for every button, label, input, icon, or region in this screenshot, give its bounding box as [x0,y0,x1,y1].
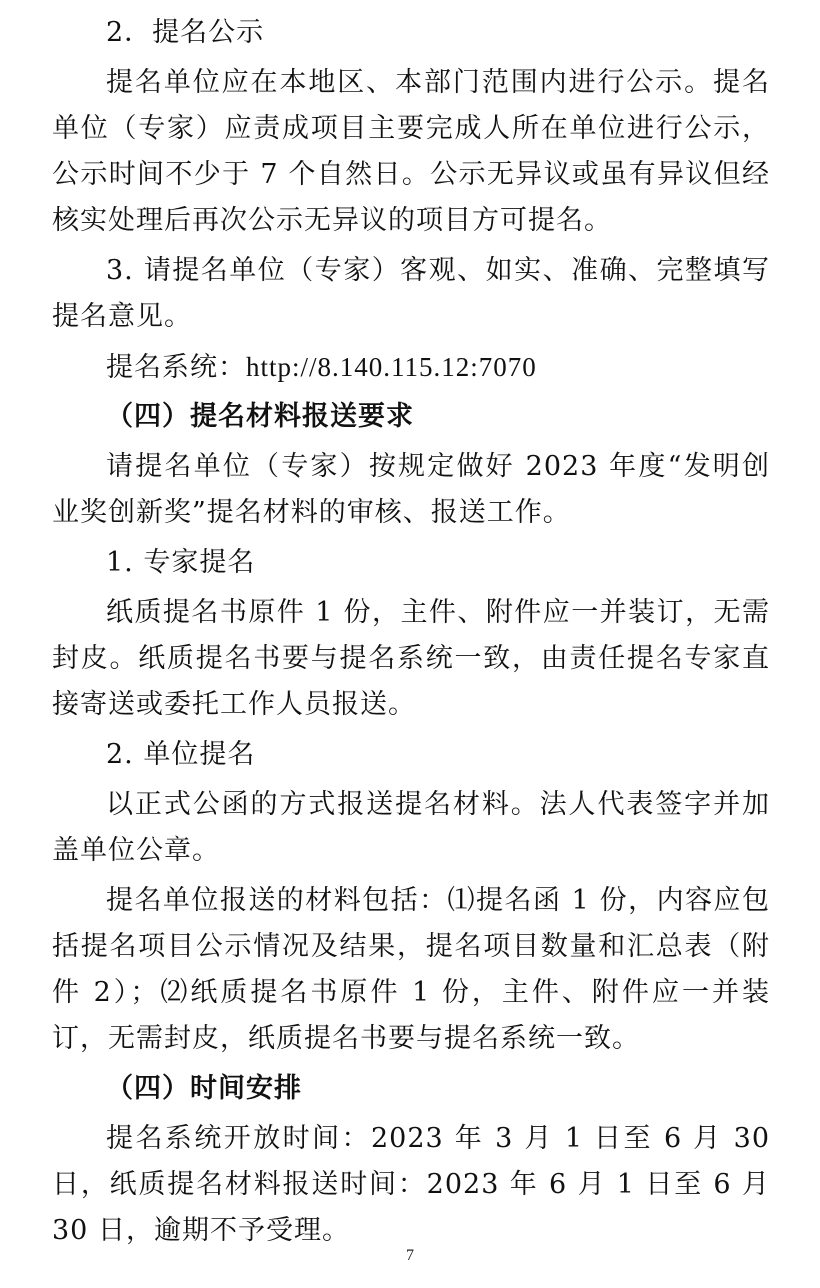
subheading-publicity: 2．提名公示 [106,17,265,48]
paragraph-publicity: 提名单位应在本地区、本部门范围内进行公示。提名单位（专家）应责成项目主要完成人所在单位进行公示，公示时间不少于 7 个自然日。公示无异议或虽有异议但经核实处理后再次公示无异议的项目方可提名。 [52,67,770,236]
subheading-unit-nomination: 2. 单位提名 [106,739,256,770]
section-heading-materials: （四）提名材料报送要求 [106,401,414,432]
page-number: 7 [406,1247,414,1264]
paragraph-expert-nomination: 纸质提名书原件 1 份，主件、附件应一并装订，无需封皮。纸质提名书要与提名系统一致，由责任提名专家直接寄送或委托工作人员报送。 [52,597,770,720]
paragraph-unit-materials: 提名单位报送的材料包括：⑴提名函 1 份，内容应包括提名项目公示情况及结果，提名项目数量和汇总表（附件 2）；⑵纸质提名书原件 1 份，主件、附件应一并装订，无需封皮，纸质提名书要与提名系统一致。 [52,885,770,1054]
section-heading-schedule: （四）时间安排 [106,1073,302,1104]
paragraph-unit-nomination: 以正式公函的方式报送提名材料。法人代表签字并加盖单位公章。 [52,789,770,866]
paragraph-schedule: 提名系统开放时间：2023 年 3 月 1 日至 6 月 30 日，纸质提名材料报送时间：2023 年 6 月 1 日至 6 月 30 日，逾期不予受理。 [52,1123,770,1246]
nomination-system-url: 提名系统：http://8.140.115.12:7070 [106,352,537,382]
subheading-expert-nomination: 1. 专家提名 [106,547,256,578]
document-body [52,10,770,1254]
paragraph-nomination-opinion: 3. 请提名单位（专家）客观、如实、准确、完整填写提名意见。 [52,255,770,332]
paragraph-materials-intro: 请提名单位（专家）按规定做好 2023 年度“发明创业奖创新奖”提名材料的审核、报送工作。 [52,451,770,528]
